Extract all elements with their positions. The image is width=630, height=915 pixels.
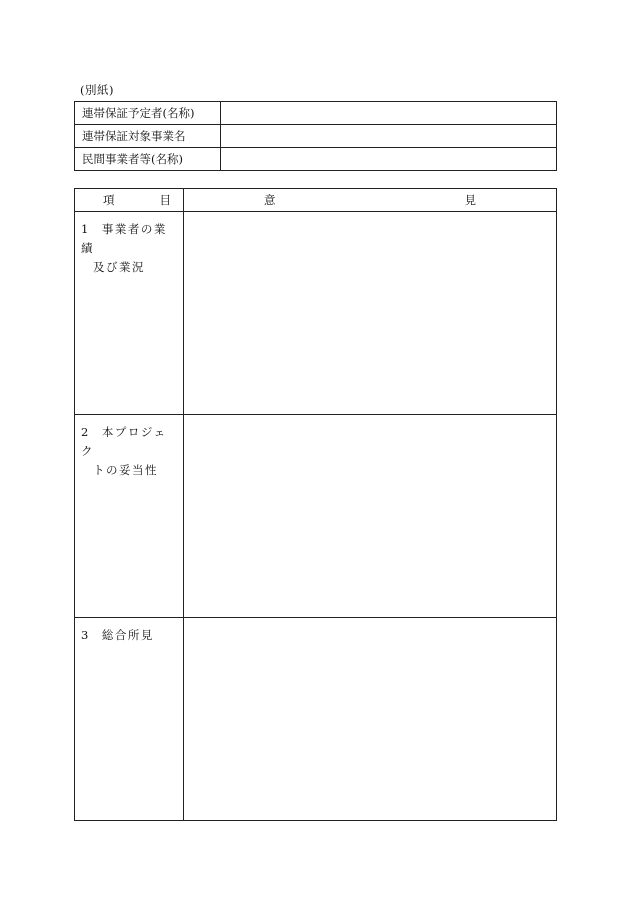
opinion-field-overall[interactable] <box>184 618 557 821</box>
table-row <box>75 148 557 171</box>
table-row <box>75 618 557 821</box>
guarantor-name-field[interactable] <box>221 102 557 125</box>
item-cell-project <box>75 415 184 618</box>
item-line-2: 及び業況 <box>93 260 145 274</box>
operator-name-field[interactable] <box>221 148 557 171</box>
table-row <box>75 212 557 415</box>
item-line-1: 総合所見 <box>101 628 154 642</box>
header-item-char-2: 目 <box>159 193 171 207</box>
opinion-field-business[interactable] <box>184 212 557 415</box>
header-opinion-char-1: 意 <box>264 193 276 207</box>
document-label: (別紙) <box>80 83 114 97</box>
guarantee-info-table <box>74 101 557 171</box>
item-line-1: 本プロジェク <box>81 425 167 458</box>
table-row <box>75 125 557 148</box>
opinion-table <box>74 188 557 821</box>
item-line-2 <box>81 647 93 661</box>
item-number: 3 <box>81 628 90 642</box>
table-row <box>75 102 557 125</box>
header-item <box>75 189 184 212</box>
header-item-char-1: 項 <box>103 193 115 207</box>
project-name-label: 連帯保証対象事業名 <box>75 125 221 148</box>
header-opinion <box>184 189 557 212</box>
header-opinion-char-2: 見 <box>464 193 476 207</box>
item-line-1: 事業者の業績 <box>81 222 167 255</box>
guarantor-name-label: 連帯保証予定者(名称) <box>75 102 221 125</box>
opinion-field-project[interactable] <box>184 415 557 618</box>
item-number: 2 <box>81 425 90 439</box>
table-row <box>75 415 557 618</box>
item-number: 1 <box>81 222 90 236</box>
item-line-2: トの妥当性 <box>93 463 158 477</box>
operator-name-label: 民間事業者等(名称) <box>75 148 221 171</box>
item-cell-business <box>75 212 184 415</box>
project-name-field[interactable] <box>221 125 557 148</box>
item-cell-overall <box>75 618 184 821</box>
table-header-row <box>75 189 557 212</box>
